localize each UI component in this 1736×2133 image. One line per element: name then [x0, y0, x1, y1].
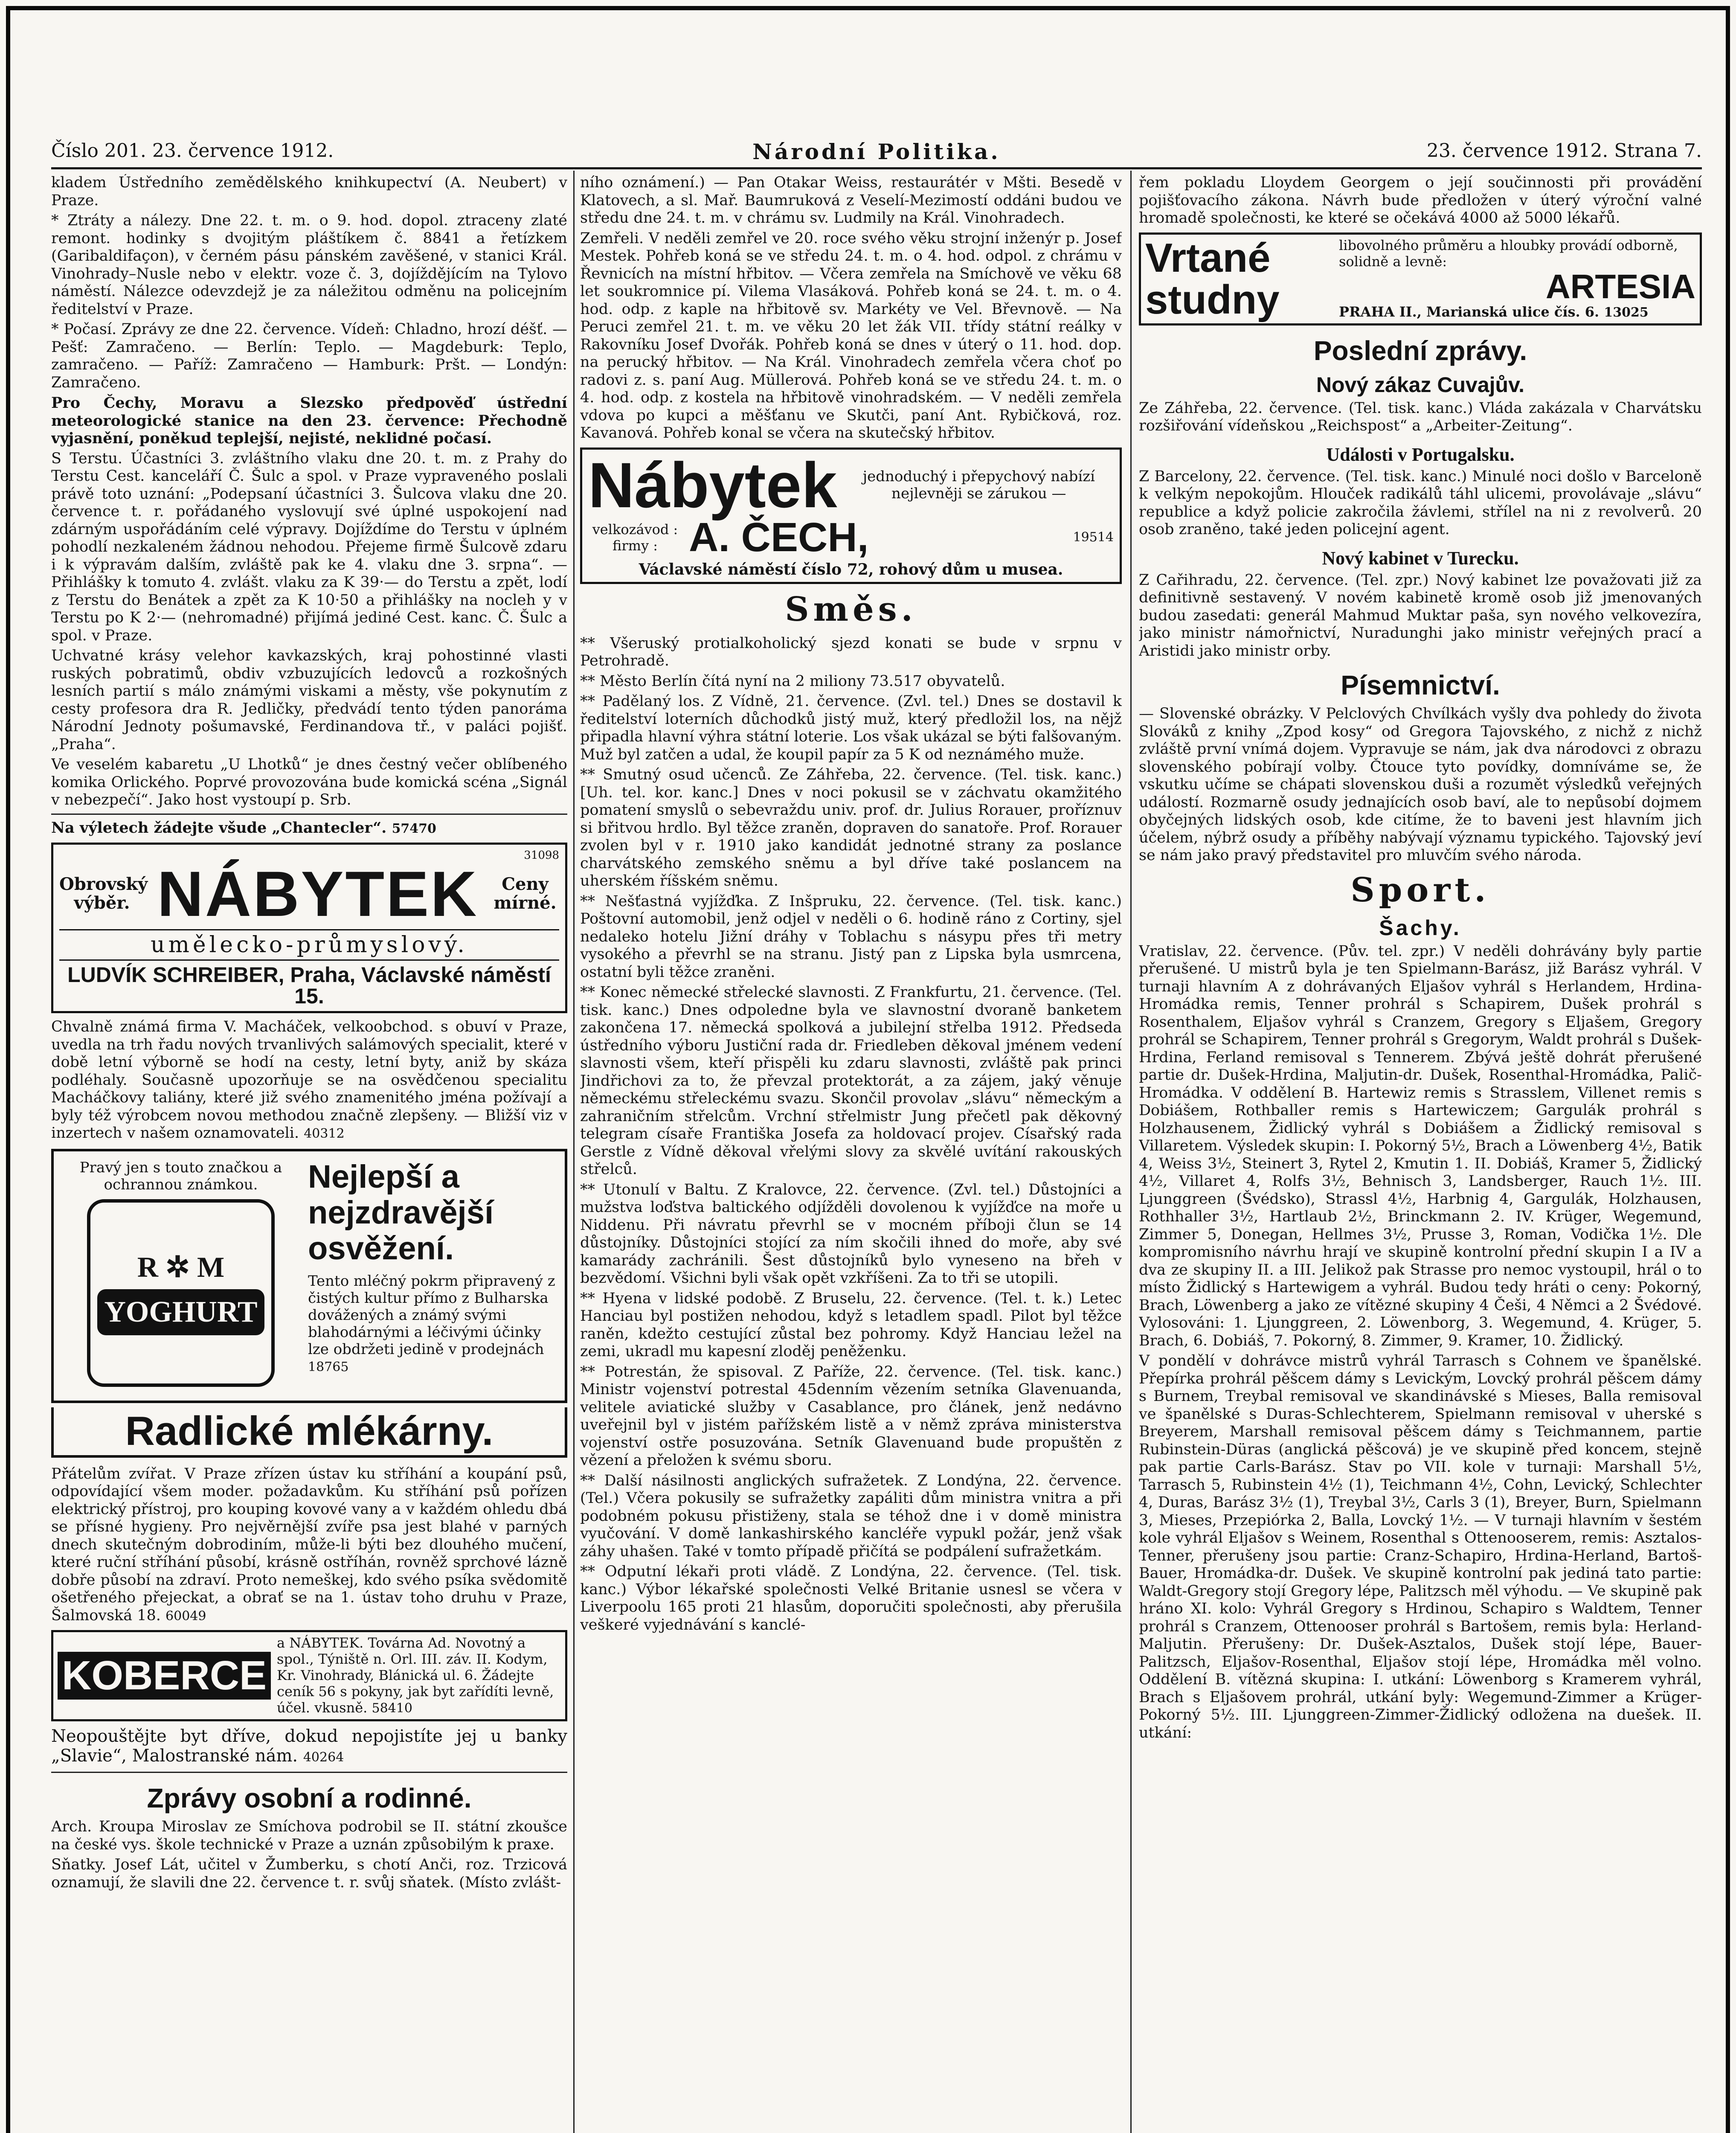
article-lost-found: * Ztráty a nálezy. Dne 22. t. m. o 9. hod. dopol. ztraceny zlaté remont. hodinky s dvojitým pláštíkem č. 8841 a řetízkem (Garibaldifaçon), v černém pásu pánském zavěšené, v stanici Král. Vinohrady–Nusle nebo v elektr. voze č. 3, dojíždějícím na Tylovo náměstí. Nálezce odevzdejž je za náležitou odměnu na policejním ředitelství v Praze.	[51, 212, 567, 318]
divider	[51, 814, 567, 815]
ad-artesia-wells	[1139, 232, 1702, 325]
ad-cech-wholesale: velkozávod : firmy :	[592, 521, 678, 554]
section-heading-sport: Sport.	[1350, 870, 1490, 910]
article-weddings: Sňatky. Josef Lát, učitel v Žumberku, s chotí Anči, roz. Trzicová oznamují, že slavili dne 22. července t. r. svůj sňatek. (Místo zvlášt-	[51, 1856, 567, 1891]
section-heading-literature: Písemnictví.	[1341, 670, 1500, 700]
column-divider	[1130, 171, 1132, 2133]
section-heading-latest: Poslední zprávy.	[1313, 335, 1527, 366]
ad-artesia-headline	[1145, 237, 1333, 321]
column-3	[1139, 174, 1702, 2133]
ad-schreiber-furniture	[51, 843, 567, 1013]
article-baltic: ** Utonulí v Baltu. Z Kralovce, 22. července. (Zvl. tel.) Důstojníci a mužstva loďstva baltického odjížděli dovolenou k vyjížďce na moře u Niddenu. Při návratu převrhl se v mocném příboji člun se 14 důstojníky. Důstojníci stojící za ním skočili ihned do moře, aby své kamarády zachránili. Šest důstojníků bylo vyneseno na břeh v bezvědomí. Všichni byli však opět vzkříšeni. Za to tři se utopili.	[580, 1181, 1122, 1287]
ad-cech-number: 19514	[1073, 530, 1114, 545]
ad-right-text: Ceny mírné.	[494, 874, 557, 913]
yoghurt-footer: Radlické mlékárny.	[51, 1407, 567, 1458]
article: řem pokladu Lloydem Georgem o její součinnosti při provádění pojišťovacího zákona. Návrh bude předložen v úterý výroční valné hromadě společnosti, ke které se očekává 4000 až 5000 lékařů.	[1139, 174, 1702, 227]
article-slovak: — Slovenské obrázky. V Pelclových Chvílkách vyšly dva pohledy do života Slováků z knihy „Zpod kosy“ od Gregora Tajovského, z nichž z nichž zvláště první vnímá dojem. Vypravuje se nám, jak dva národovci z obrazu slovenského pobírají volby. Čtouce tyto povídky, domníváme se, že vskutku učíme se chápati slovenskou duši a rozumět výsledků veřejných událostí. Rozmarně osudy jednajících osob baví, ale to nepůsobí dojmem obyčejných lidských osob, kde citíme, že to baveni jest hlavním jich účelem, nýbrž osudy a příběhy nabývají významu typického. Tajovský jeví se nám jako pravý představitel pro mluvčím svého národa.	[1139, 705, 1702, 864]
article-doctors: ** Odputní lékaři proti vládě. Z Londýna, 22. července. (Tel. tisk. kanc.) Výbor lékařské společnosti Velké Britanie usnesl se včera v Liverpoolu 165 proti 21 hlasům, doporučiti společnosti, aby přerušila veškeré vyjednávání s kanclé-	[580, 1563, 1122, 1633]
yoghurt-seal-logo	[87, 1199, 275, 1387]
ad-number: 31098	[524, 849, 559, 862]
heading-chess: Šachy.	[1379, 915, 1462, 940]
article-paris: ** Potrestán, že spisoval. Z Paříže, 22. července. (Tel. tisk. kanc.) Ministr vojenství potrestal 45denním vězením setníka Glavenuanda, velitele aviatické služby v Casablance, pro článek, jenž nedávno uveřejnil byl v jistém pařížském listě a v němž zpráva ministerstva vojenství ostře posuzována. Setník Glavenuand bude propuštěn z vězení a přeložen k svému sboru.	[580, 1363, 1122, 1469]
ad-cech-name: A. ČECH,	[689, 514, 869, 560]
heading-turkey: Nový kabinet v Turecku.	[1322, 547, 1519, 569]
article-suffragettes: ** Další násilnosti anglických sufražetek. Z Londýna, 22. července. (Tel.) Včera pokusily se sufražetky zapáliti dům ministra vnitra a při podobném pokusu přistiženy, stala se téhož dne i v domě ministra vyučování. V domě lankashirského kancléře vypukl požár, jenž však záhy uhašen. Také v tomto případě přičítá se podpálení sufražetkám.	[580, 1472, 1122, 1560]
ad-cech-address: Václavské náměstí číslo 72, rohový dům u musea.	[639, 560, 1063, 578]
column-divider	[573, 171, 575, 2133]
ad-slavie: Neopouštějte byt dříve, dokud nepojistíte jej u banky „Slavie“, Malostranské nám. 40264	[51, 1726, 567, 1766]
ad-artesia-text	[1339, 237, 1695, 321]
article: ního oznámení.) — Pan Otakar Weiss, restaurátér v Mšti. Besedě v Klatovech, a sl. Mař. Baumruková z Veselí-Mezimostí oddáni budou ve středu dne 24. t. m. v chrámu sv. Ludmily na Král. Vinohradech.	[580, 174, 1122, 227]
article-deaths: Zemřeli. V neděli zemřel ve 20. roce svého věku strojní inženýr p. Josef Mestek. Pohřeb koná se ve středu 24. t. m. o 4. hod. odpol. z chrámu v Řevnicích na místní hřbitov. — Včera zemřela na Smíchově ve věku 68 let soukromnice pí. Vilema Vlasáková. Pohřeb koná se 24. t. m. o 4. hod. odp. z kaple na hřbitově sv. Markéty ve Vel. Břevnově. — Na Peruci zemřel 21. t. m. ve věku 20 let žák VII. třídy státní reálky v Rakovníku Josef Dvořák. Pohřeb koná se dnes v úterý o 11. hod. dop. na perucký hřbitov. — Na Král. Vinohradech zemřela včera choť po radovi z. s. paní Aug. Müllerová. Pohřeb koná se ve středu 24. t. m. o 4. hod. odp. z kostela na hřbitově vinohradském. — V neděli zemřela vdova po kupci a měšťanu ve Skutči, paní Ant. Rybičková, roz. Kavanová. Pohřeb konal se včera na skutečský hřbitov.	[580, 230, 1122, 442]
ad-koberce-text: a NÁBYTEK. Továrna Ad. Novotný a spol., Týniště n. Orl. III. záv. II. Kodym, Kr. Vinohrady, Blánická ul. 6. Žádejte ceník 56 s pokyny, jak byt zařídíti levně, účel. vkusně. 58410	[277, 1635, 554, 1716]
article: kladem Ústředního zemědělského knihkupectví (A. Neubert) v Praze.	[51, 174, 567, 209]
article-barcelona: Z Barcelony, 22. července. (Tel. tisk. kanc.) Minulé noci došlo v Barceloně k velkým nepokojům. Hlouček radikálů táhl ulicemi, provolávaje „slávu“ republice a když policie zakročila žávlemi, střílel na ni z revolverů. 20 osob zraněno, také jeden policejní agent.	[1139, 468, 1702, 538]
header-rule	[51, 167, 1702, 169]
ad-left-text: Obrovský výběr.	[59, 874, 148, 913]
column-2	[580, 174, 1122, 2133]
article-brussels: ** Hyena v lidské podobě. Z Bruselu, 22. července. (Tel. t. k.) Letec Hanciau byl postižen nehodou, když s letadlem spadl. Pilot byl těžce raněn, kdežto cestující zůstal bez pohromy. Když Hanciau ležel na zemi, ukradl mu kapesní zloděj peněženku.	[580, 1290, 1122, 1360]
ad-cech-headline: Nábytek	[588, 449, 837, 521]
ad-yoghurt	[51, 1149, 567, 1403]
ad-artesia-desc: libovolného průměru a hloubky provádí odborně, solidně a levně:	[1339, 237, 1678, 270]
article-berlin: ** Město Berlín čítá nyní na 2 miliony 73.517 obyvatelů.	[580, 672, 1005, 690]
masthead: Národní Politika.	[752, 139, 1001, 164]
section-heading-personal: Zprávy osobní a rodinné.	[147, 1783, 472, 1813]
ad-artesia-name: ARTESIA	[1545, 267, 1695, 305]
yoghurt-body: Tento mléčný pokrm připravený z čistých kultur přímo z Bulharska dovážených a známý svými blahodárnými a léčivými účinky lze obdržeti jedině v prodejnách 18765	[308, 1272, 555, 1375]
column-1	[51, 174, 567, 2133]
ad-artesia-address: PRAHA II., Marianská ulice čís. 6. 13025	[1339, 303, 1649, 320]
ad-artesia-line1: Vrtané	[1145, 235, 1271, 281]
article-machacek: Chvalně známá firma V. Macháček, velkoobchod. s obuví v Praze, uvedla na trh řadu nových trvanlivých salámových specialit, které v době letní výborně se hodí na cesty, letní byty, aniž by skáza podléhaly. Současně upozorňuje se na osvědčenou specialitu Macháčkovy taliány, které již svého znamenitého jména požívají a byly též výrobcem novou methodou značně zlepšeny. — Bližší viz v inzertech v našem oznamovateli. 40312	[51, 1018, 567, 1142]
ad-address: LUDVÍK SCHREIBER, Praha, Václavské náměstí 15.	[67, 963, 551, 1008]
article-caucasus: Uchvatné krásy velehor kavkazských, kraj pohostinné vlasti ruských pobratimů, obdiv vzbuzujících ledovců a rozkošných lesních partií s málo známými viskami a městy, vše pokynutím z cesty profesora dra R. Jedličky, předvádí tento týden panoráma Národní Jednoty pošumavské, Ferdinandova tř., v paláci pojišť. „Praha“.	[51, 647, 567, 753]
yoghurt-brand: YOGHURT	[97, 1289, 264, 1335]
section-heading-smes: Směs.	[785, 590, 917, 629]
yoghurt-monogram: R ✲ M	[137, 1251, 225, 1283]
article-turkey: Z Cařihradu, 22. července. (Tel. zpr.) Nový kabinet lze považovati již za definitivně sestavený. V novém kabinetě kromě osob již jmenovaných budou zasedati: generál Mahmud Muktar paša, syn nového velkovezíra, jako ministr námořnictví, Nuradunghi jako ministr veřejných prací a Aristidi jako ministr orby.	[1139, 571, 1702, 660]
header-issue: Číslo 201. 23. července 1912.	[51, 140, 334, 162]
ad-cech-furniture	[580, 448, 1122, 584]
article-dog-grooming: Přátelům zvířat. V Praze zřízen ústav ku stříhání a koupání psů, odpovídající všem moder. požadavkům. Ku stříhání psů pořízen elektrický přístroj, pro kouping kovové vany a v každém ohledu dbá se přísné hygieny. Pro nejvěrnější zvíře psa jest blahé v parných dnech skutečným dobrodiním, může-li býti bez dlouhého mučení, které ruční stříhání působí, krásně ostříhán, rovněž sprchové lázně dobře působí na zdraví. Proto nemeškej, kdo svého psíka svědomitě ošetřeného přejeckat, a obrať se na 1. ústav toho druhu v Praze, Šalmovská 18. 60049	[51, 1465, 567, 1624]
article-chess-1: Vratislav, 22. července. (Pův. tel. zpr.) V neděli dohrávány byly partie přerušené. U mistrů byla je ten Spielmann-Barász, již Barász vyhrál. V turnaji hlavním A z dohrávaných Eljašov vyhrál s Herlandem, Hrdina-Hromádka remis, Tenner prohrál s Schapirem, Dušek prohrál s Rosenthalem, Eljašov vyhrál s Cranzem, Gregory s Eljašem, Gregory prohrál se Schapirem, Tenner prohrál s Gregorym, Waldt prohrál s Dušek-Hrdina, Ferland remisoval s Tennerem. Zbývá ještě dohrát přerušené partie dr. Dušek-Hrdina, Maljutin-dr. Dušek, Rosenthal-Hromádka, Palič-Hromádka. V oddělení B. Hartewiz remis s Strasslem, Villenet remis s Dobiášem, Rothballer remis s Hartewiczem; Gargulák prohrál s Holzhausenem, Židlický vyhrál s Dobiášem a Židlický remisoval s Villaretem. Výsledek skupin: I. Pokorný 5½, Brach a Löwenberg 4½, Batik 4, Weiss 3½, Steinert 3, Rytel 2, Kmutin 1. II. Dobiáš, Kramer 5, Židlický 4½, Villaret 4, Rolfs 3½, Behnisch 3, Landsberger, Rauch 1½. III. Ljunggreen (Švédsko), Strassl 4½, Harbnig 4, Gargulák, Holzhausen, Rothhaller 3½, Hartlaub 2½, Brinckmann 2. IV. Krüger, Wegemund, Zimmer 5, Donegan, Hellmes 3½, Prusse 3, Roman, Vodička 1½. Dle kompromisního návrhu hrají ve skupině kontrolní přední skupin I a IV a dva ze skupiny II. a III. Jelikož pak Strasse pro nemoc vystoupil, hrál o to místo Židlický s Hartewigem a vyhrál. Budou tedy hráti o ceny: Pokorný, Brach, Löwenberg a jako ze vítězné skupiny 4 Češi, 4 Němci a 2 Švédové. Vylosováni: 1. Ljunggreen, 2. Löwenborg, 3. Wegemund, 4. Krüger, 5. Brach, 6. Dobiáš, 7. Pokorný, 8. Zimmer, 9. Kramer, 10. Židlický.	[1139, 942, 1702, 1349]
article-forged-lottery: ** Padělaný los. Z Vídně, 21. července. (Zvl. tel.) Dnes se dostavil k ředitelství loterních důchodků jistý muž, který předložil los, na nějž připadla hlavní výhra státní loterie. Los však ukázal se býti falšovaným. Muž byl zatčen a udal, že koupil papír za 5 K od neznámého muže.	[580, 693, 1122, 763]
yoghurt-note: Pravý jen s touto značkou a ochrannou známkou.	[79, 1159, 282, 1193]
header-page-number: 23. července 1912. Strana 7.	[1426, 140, 1702, 162]
yoghurt-headline: Nejlepší a nejzdravější osvěžení.	[308, 1158, 494, 1267]
ad-subtitle: umělecko-průmyslový.	[59, 929, 559, 961]
ad-koberce-headline: KOBERCE	[58, 1652, 271, 1700]
page-header	[51, 136, 1702, 170]
divider	[51, 1772, 567, 1773]
ad-headline: NÁBYTEK	[157, 858, 479, 930]
yoghurt-text	[308, 1159, 557, 1393]
ad-koberce	[51, 1630, 567, 1721]
article-trieste: S Terstu. Účastníci 3. zvláštního vlaku dne 20. t. m. z Prahy do Terstu Cest. kanceláří Č. Šulc a spol. v Praze vypraveného poslali právě toto uznání: „Podepsaní účastníci 3. Šulcova vlaku dne 20. července t. r. pořádaného vyslovují své úplné uspokojení nad zdárným uspořádáním celé výpravy. Dojíždíme do Terstu v úplném pohodlí nezkaleném žádnou nehodou. Přejeme firmě Šulcově zdaru i k výpravám dalším, zvláště pak ke 4. vlaku dne 3. srpna“. — Přihlášky k tomuto 4. zvlášt. vlaku za K 39·— do Terstu a zpět, lodí z Terstu do Benátek a zpět za K 10·50 a přihlášky na nocleh y v Terstu po K 2·— (nehromadné) přijímá jediné Cest. kanc. Č. Šulc a spol. v Praze.	[51, 450, 567, 644]
article-shooting-festival: ** Konec německé střelecké slavnosti. Z Frankfurtu, 21. července. (Tel. tisk. kanc.) Dnes odpoledne byla ve slavnostní dvoraně banketem zakončena 17. německá spolková a jubilejní střelba 1912. Předseda ústředního výboru Justiční rada dr. Friedleben děkoval jménem vedení slavnosti všem, kteří přispěli ku zdaru slavnosti, zvláště pak princi Jindřichovi za to, že převzal protektorát, a za zájem, jaký věnuje německému střeleckému svazu. Skončil provolav „slávu“ německým a zahraničním střelcům. Vrchní střelmistr Jung přečetl pak děkovný telegram císaře Františka Josefa za holdovací projev. Císařský rada Gerstle z Vídně děkoval vřelými slovy za skvělé uvítání rakouských střelců.	[580, 984, 1122, 1178]
heading-cuvaj: Nový zákaz Cuvajův.	[1316, 372, 1525, 397]
ad-artesia-line2: studny	[1145, 276, 1280, 323]
ad-chantecler: Na výletech žádejte všude „Chantecler“. 57470	[51, 819, 436, 837]
article-chess-2: V pondělí v dohrávce mistrů vyhrál Tarrasch s Cohnem ve španělské. Přepírka prohrál pěšcem dámy s Levickým, Lovcký prohrál pěšcem dámy s Burnem, Treybal remisoval ve skandinávské s Mieses, Balla remisoval ve španělské s Duras-Schlechterem, Spielmann remisoval v uherské s Breyerem, Marshall remisoval pěšcem dámy s Teichmannem, partie Rubinstein-Düras (anglická pěšcová) je ve skupině před koncem, stejně pak partie Carls-Barász. Stav po VII. kole v turnaji: Marshall 5½, Tarrasch 5, Rubinstein 4½ (1), Teichmann 4½, Cohn, Levický, Schlechter 4, Duras, Barász 3½ (1), Treybal 3½, Carls 3 (1), Breyer, Burn, Spielmann 3, Mieses, Przepiórka 2, Balla, Lovcký 1½. — V turnaji hlavním v šestém kole vyhrál Eljašov s Weinem, Rosenthal s Ottenooserem, remis: Asztalos-Tenner, přerušeny jsou partie: Cranz-Schapiro, Hrdina-Herland, Bartoš-Bauer, Hromádka-dr. Dušek. Ve skupině kontrolní pak jediná tato partie: Waldt-Gregory stojí Gregory lépe, Palitzsch měl výhodu. — Ve skupině pak hráno XI. kolo: Vyhrál Gregory s Hrdinou, Schapiro s Waldtem, Tenner prohrál s Cranzem, Ottenooser prohrál s Bartošem, remis byla: Herland-Maljutin. Přerušeny: Dr. Dušek-Asztalos, Dušek stojí lépe, Bauer-Palitzsch, Eljašov-Rosenthal, Eljašov stojí lépe, Hromádka měl volno. Oddělení B. vítězná skupina: I. utkání: Löwenborg s Kramerem vyhrál, Brach s Eljašovem prohrál, utkání byly: Wegemund-Zimmer a Krüger-Pokorný 5½. III. Ljunggreen-Zimmer-Židlický odložena na duešek. II. utkání:	[1139, 1352, 1702, 1741]
article-cabaret: Ve veselém kabaretu „U Lhotků“ je dnes čestný večer oblíbeného komika Orlického. Poprvé provozována bude komická scéna „Signál v nebezpečí“. Jako host vystoupí p. Srb.	[51, 756, 567, 808]
article-auto-accident: ** Nešťastná vyjížďka. Z Inšpruku, 22. července. (Tel. tisk. kanc.) Poštovní automobil, jenž odjel v neděli o 6. hodině ráno z Cortiny, sjel nedaleko hotelu Jižní dráhy v Toblachu s násypu přes tři metry vysokého a převrhl se na stranu. Jistý pan z Lipska byla usmrcena, ostatní byli těžce zraněni.	[580, 892, 1122, 981]
article-forecast: Pro Čechy, Moravu a Slezsko předpověď ústřední meteorologické stanice na den 23. července: Přechodně vyjasnění, poněkud teplejší, nejisté, neklidné počasí.	[51, 394, 567, 447]
article-kroupa: Arch. Kroupa Miroslav ze Smíchova podrobil se II. státní zkoušce na české vys. škole technické v Praze a uznán způsobilým k praxe.	[51, 1818, 567, 1853]
article-zagreb: Ze Záhřeba, 22. července. (Tel. tisk. kanc.) Vláda zakázala v Charvátsku rozšiřování vídeňskou „Reichspost“ a „Arbeiter-Zeitung“.	[1139, 399, 1702, 434]
article-weather: * Počasí. Zprávy ze dne 22. července. Vídeň: Chladno, hrozí déšť. — Pešť: Zamračeno. — Berlín: Teplo. — Magdeburk: Teplo, zamračeno. — Paříž: Zamračeno — Hamburk: Pršt. — Londýn: Zamračeno.	[51, 321, 567, 391]
heading-portugal: Události v Portugalsku.	[1326, 444, 1515, 465]
article-scholar: ** Smutný osud učenců. Ze Záhřeba, 22. července. (Tel. tisk. kanc.) [Uh. tel. kor. kanc.] Dnes v noci pokusil se v záchvatu okamžitého pomatení smyslů o sebevraždu univ. prof. dr. Julius Rorauer, proříznuv si břitvou hrdlo. Byl těžce zraněn, dopraven do sanatoře. Prof. Rorauer zvolen byl v r. 1910 jako kandidát jednotné strany za poslance charvátského zemského sněmu a byl dříve také poslancem na uherském říšském sněmu.	[580, 766, 1122, 889]
ad-cech-tagline: jednoduchý i přepychový nabízí nejlevněji se zárukou —	[862, 468, 1095, 502]
article-alcohol-congress: ** Všeruský protialkoholický sjezd konati se bude v srpnu v Petrohradě.	[580, 634, 1122, 669]
yoghurt-brand-block	[61, 1159, 300, 1393]
